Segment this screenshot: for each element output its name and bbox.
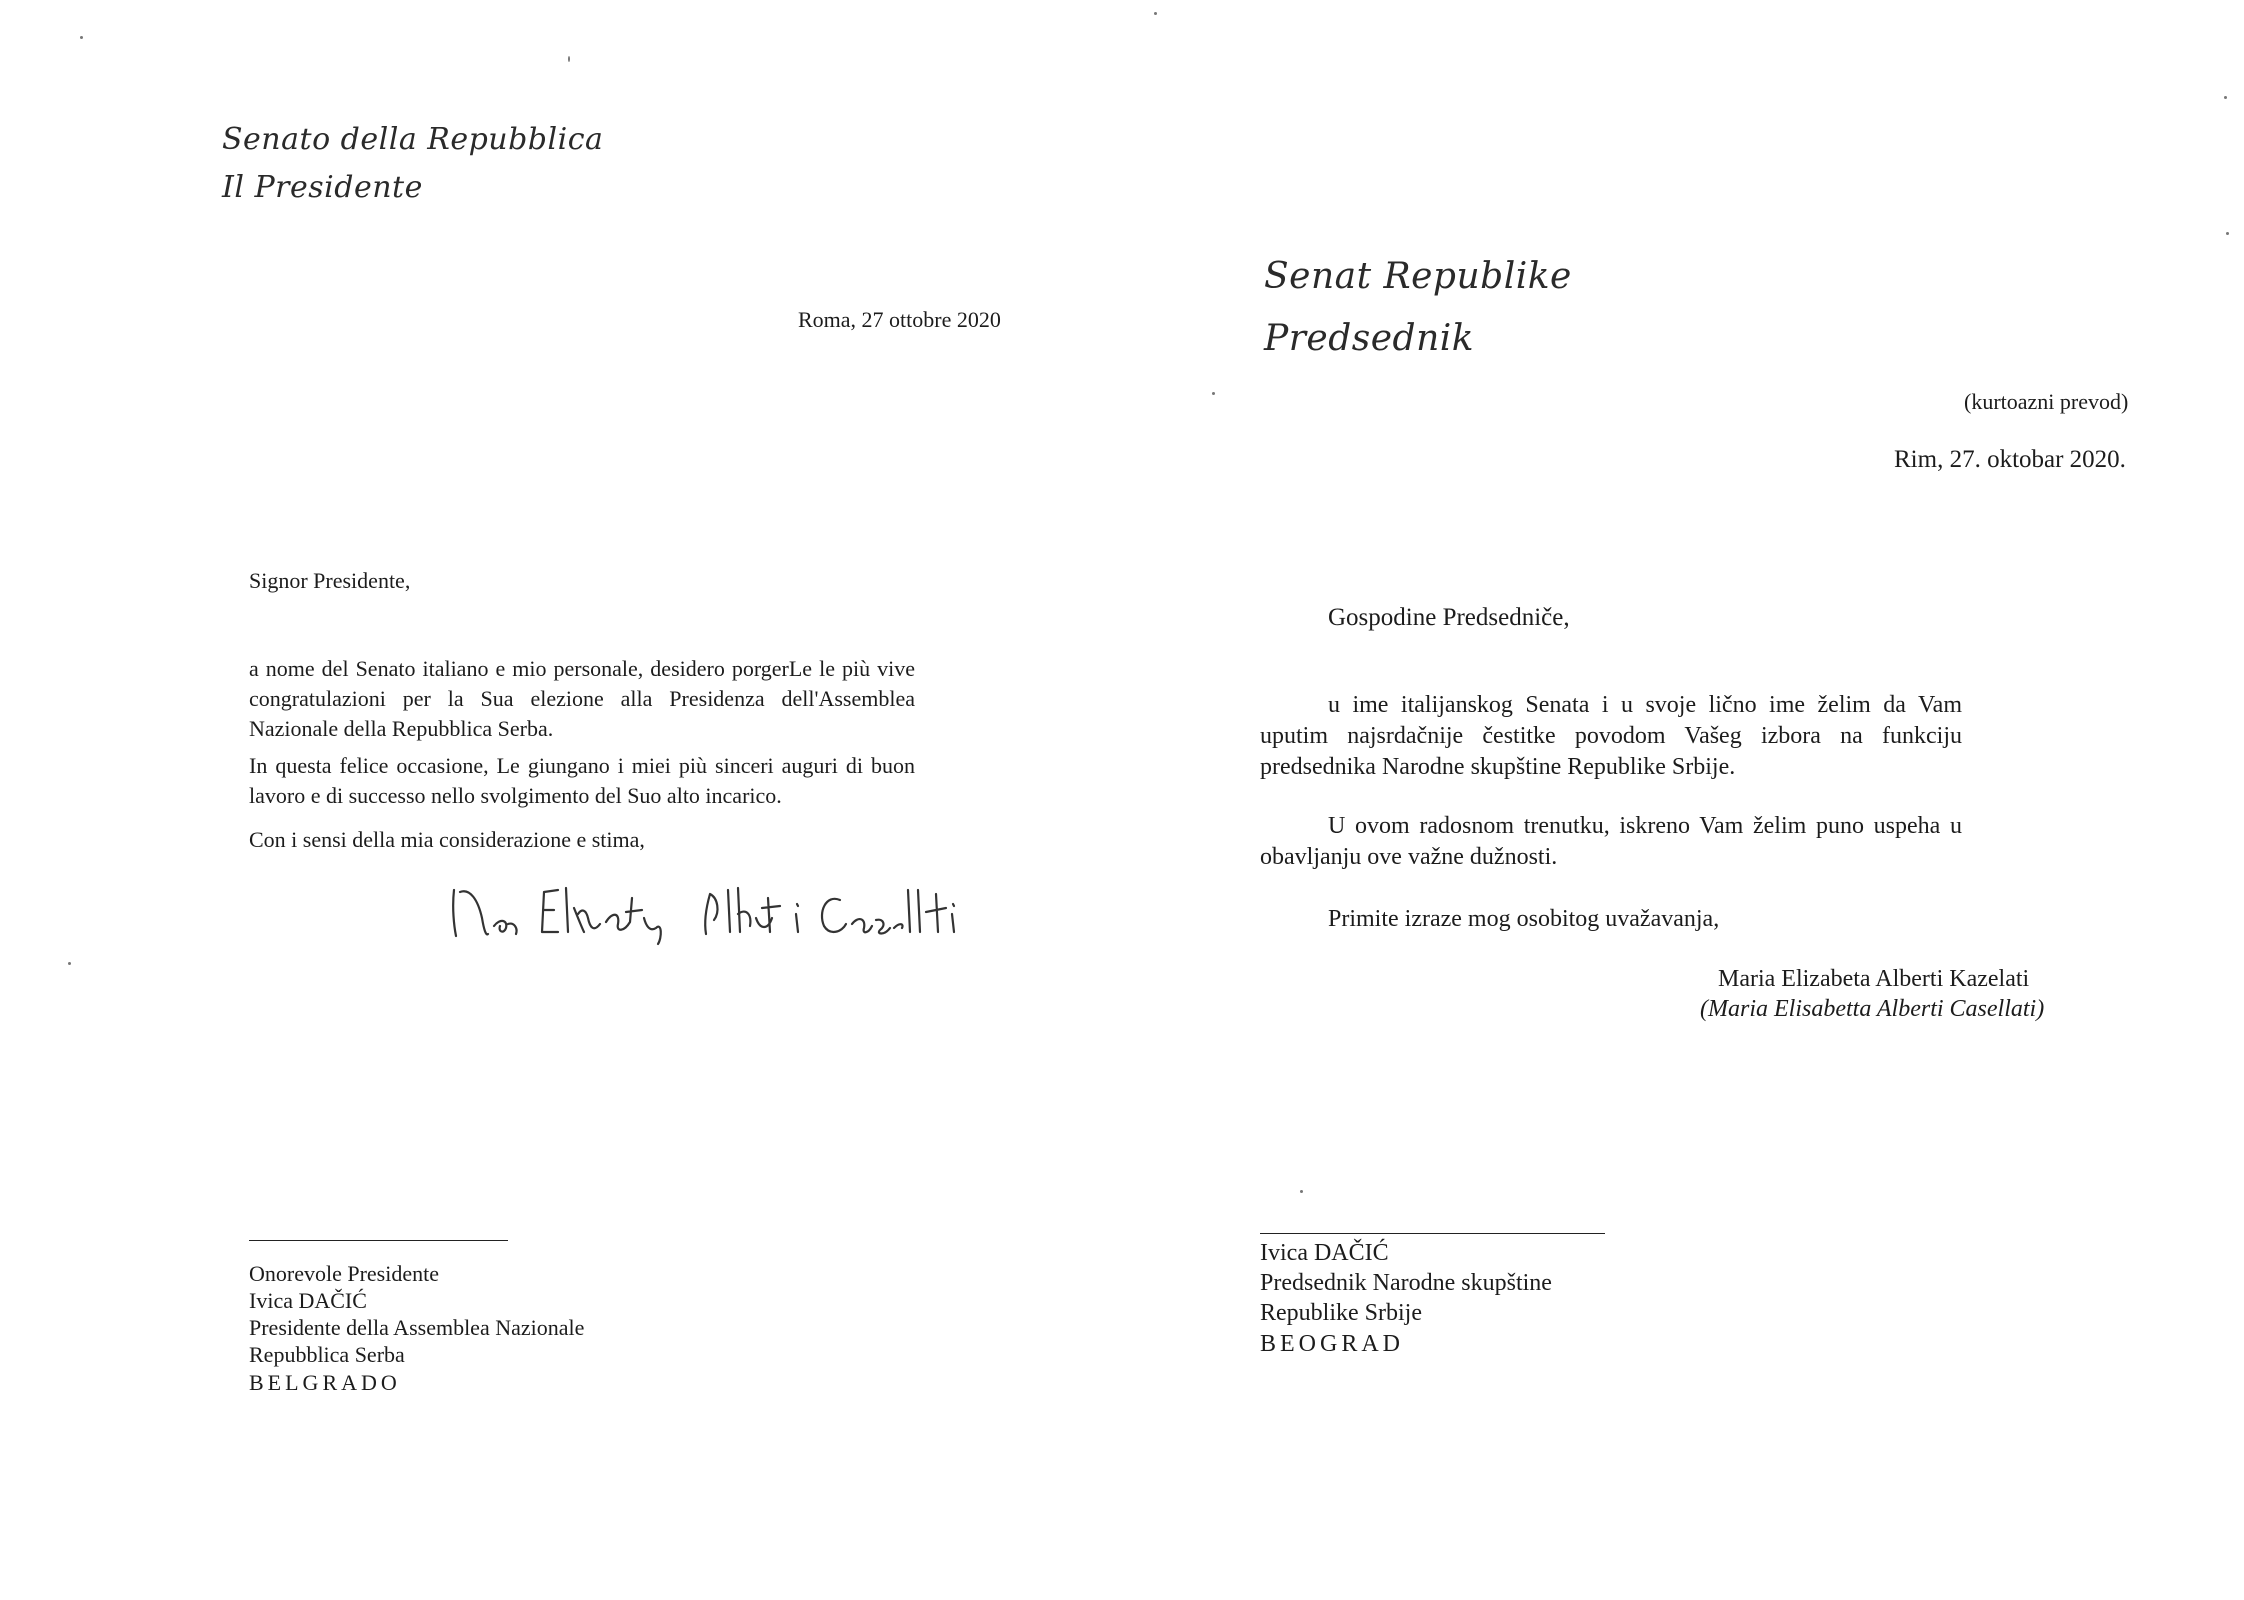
- closing: Primite izraze mog osobitog uvažavanja,: [1328, 906, 1720, 932]
- recipient-role: Presidente della Assemblea Nazionale: [249, 1315, 585, 1340]
- letter-date: Roma, 27 ottobre 2020: [798, 307, 1001, 332]
- recipient-name: Ivica DAČIĆ: [249, 1288, 367, 1313]
- recipient-city: BELGRADO: [249, 1370, 401, 1395]
- recipient-name: Ivica DAČIĆ: [1260, 1240, 1389, 1266]
- recipient-title: Onorevole Presidente: [249, 1261, 439, 1286]
- scan-speck: [80, 36, 83, 39]
- scan-speck: [568, 56, 570, 62]
- translation-note: (kurtoazni prevod): [1964, 389, 2129, 414]
- letter-date: Rim, 27. oktobar 2020.: [1894, 446, 2126, 473]
- salutation: Gospodine Predsedniče,: [1328, 604, 1570, 631]
- body-paragraph-1: a nome del Senato italiano e mio personale, desidero porgerLe le più vive congratulazioni per la Sua elezione alla Presidenza dell'Assemblea Nazionale della Repubblica Serba.: [249, 656, 915, 741]
- closing: Con i sensi della mia considerazione e stima,: [249, 827, 645, 852]
- handwritten-signature: [448, 878, 968, 950]
- signatory-original-name: (Maria Elisabetta Alberti Casellati): [1700, 996, 2045, 1022]
- recipient-divider: [1260, 1233, 1605, 1234]
- scan-speck: [2226, 232, 2229, 235]
- salutation: Signor Presidente,: [249, 568, 411, 593]
- recipient-country: Repubblica Serba: [249, 1342, 405, 1367]
- body-paragraph-2: In questa felice occasione, Le giungano i miei più sinceri auguri di buon lavoro e di successo nello svolgimento del Suo alto incarico.: [249, 753, 915, 808]
- recipient-city: BEOGRAD: [1260, 1331, 1405, 1357]
- letterhead-institution: Senato della Repubblica: [222, 122, 604, 157]
- scan-speck: [1154, 12, 1157, 15]
- scan-speck: [1212, 392, 1215, 395]
- body-paragraph-1: u ime italijanskog Senata i u svoje lično ime želim da Vam uputim najsrdačnije čestitke povodom Vašeg izbora na funkciju predsednika Narodne skupštine Republike Srbije.: [1260, 692, 1962, 780]
- serbian-translation-letter: [1122, 0, 2244, 1600]
- recipient-country: Republike Srbije: [1260, 1300, 1422, 1326]
- scan-speck: [68, 962, 71, 965]
- scan-speck: [2224, 96, 2227, 99]
- scan-speck: [1300, 1190, 1303, 1193]
- signatory-name: Maria Elizabeta Alberti Kazelati: [1718, 966, 2030, 992]
- letterhead-title: Il Presidente: [222, 170, 423, 205]
- letterhead-title: Predsednik: [1264, 318, 1475, 359]
- recipient-divider: [249, 1240, 508, 1241]
- body-paragraph-2: U ovom radosnom trenutku, iskreno Vam želim puno uspeha u obavljanju ove važne dužnosti.: [1260, 813, 1962, 870]
- recipient-role: Predsednik Narodne skupštine: [1260, 1270, 1552, 1296]
- letterhead-institution: Senat Republike: [1264, 256, 1572, 297]
